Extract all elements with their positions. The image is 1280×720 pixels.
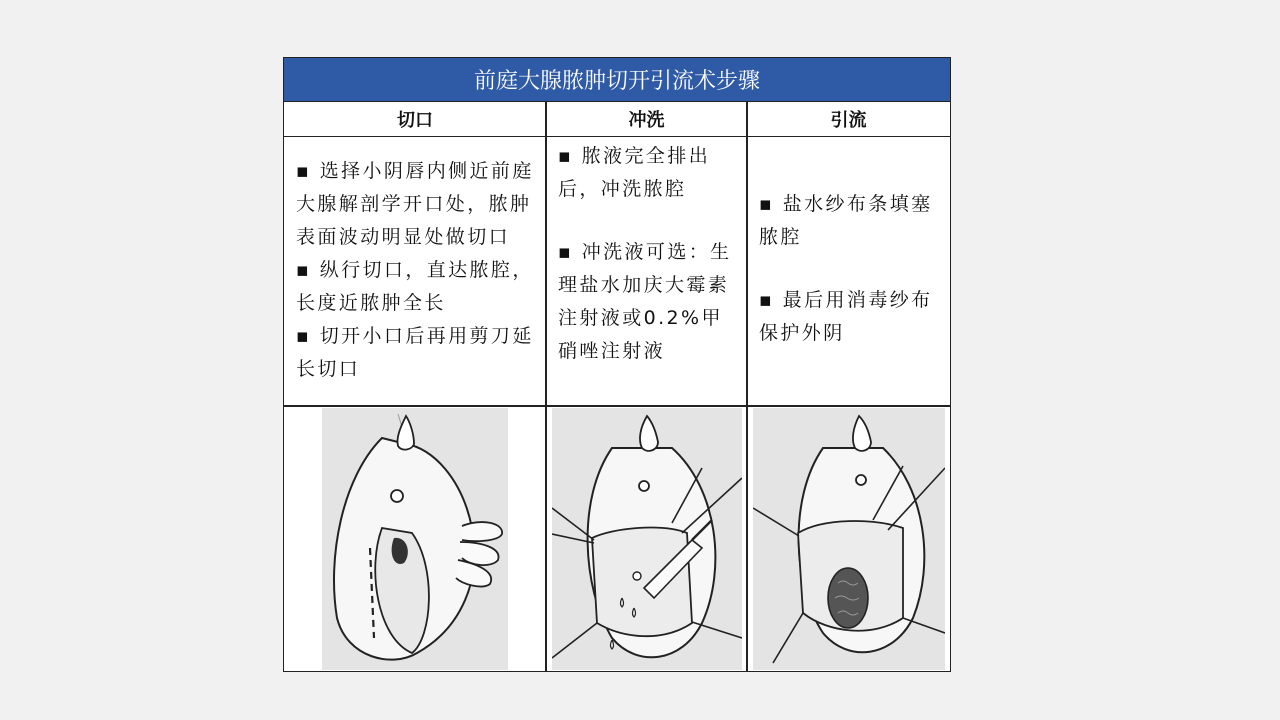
list-item: ▪ 脓液完全排出后，冲洗脓腔 xyxy=(558,145,711,200)
table-title: 前庭大腺脓肿切开引流术步骤 xyxy=(284,58,950,102)
irrigation-steps xyxy=(558,140,738,368)
drainage-illustration xyxy=(748,407,950,671)
list-item: ▪ 冲洗液可选：生理盐水加庆大霉素注射液或0.2%甲硝唑注射液 xyxy=(558,241,732,362)
list-item: ▪ 切开小口后再用剪刀延长切口 xyxy=(296,325,534,380)
list-item: ▪ 盐水纱布条填塞脓腔 xyxy=(759,193,933,248)
list-item: ▪ 最后用消毒纱布保护外阴 xyxy=(759,289,933,344)
drainage-steps xyxy=(759,188,941,350)
column-header-drainage: 引流 xyxy=(747,102,950,137)
column-header-incision: 切口 xyxy=(284,102,546,137)
incision-steps xyxy=(296,155,542,386)
irrigation-illustration xyxy=(547,407,746,671)
incision-illustration xyxy=(284,407,545,671)
column-header-irrigation: 冲洗 xyxy=(546,102,747,137)
list-item: ▪ 选择小阴唇内侧近前庭大腺解剖学开口处，脓肿表面波动明显处做切口 xyxy=(296,160,534,248)
procedure-table xyxy=(283,57,951,672)
list-item: ▪ 纵行切口，直达脓腔，长度近脓肿全长 xyxy=(296,259,534,314)
